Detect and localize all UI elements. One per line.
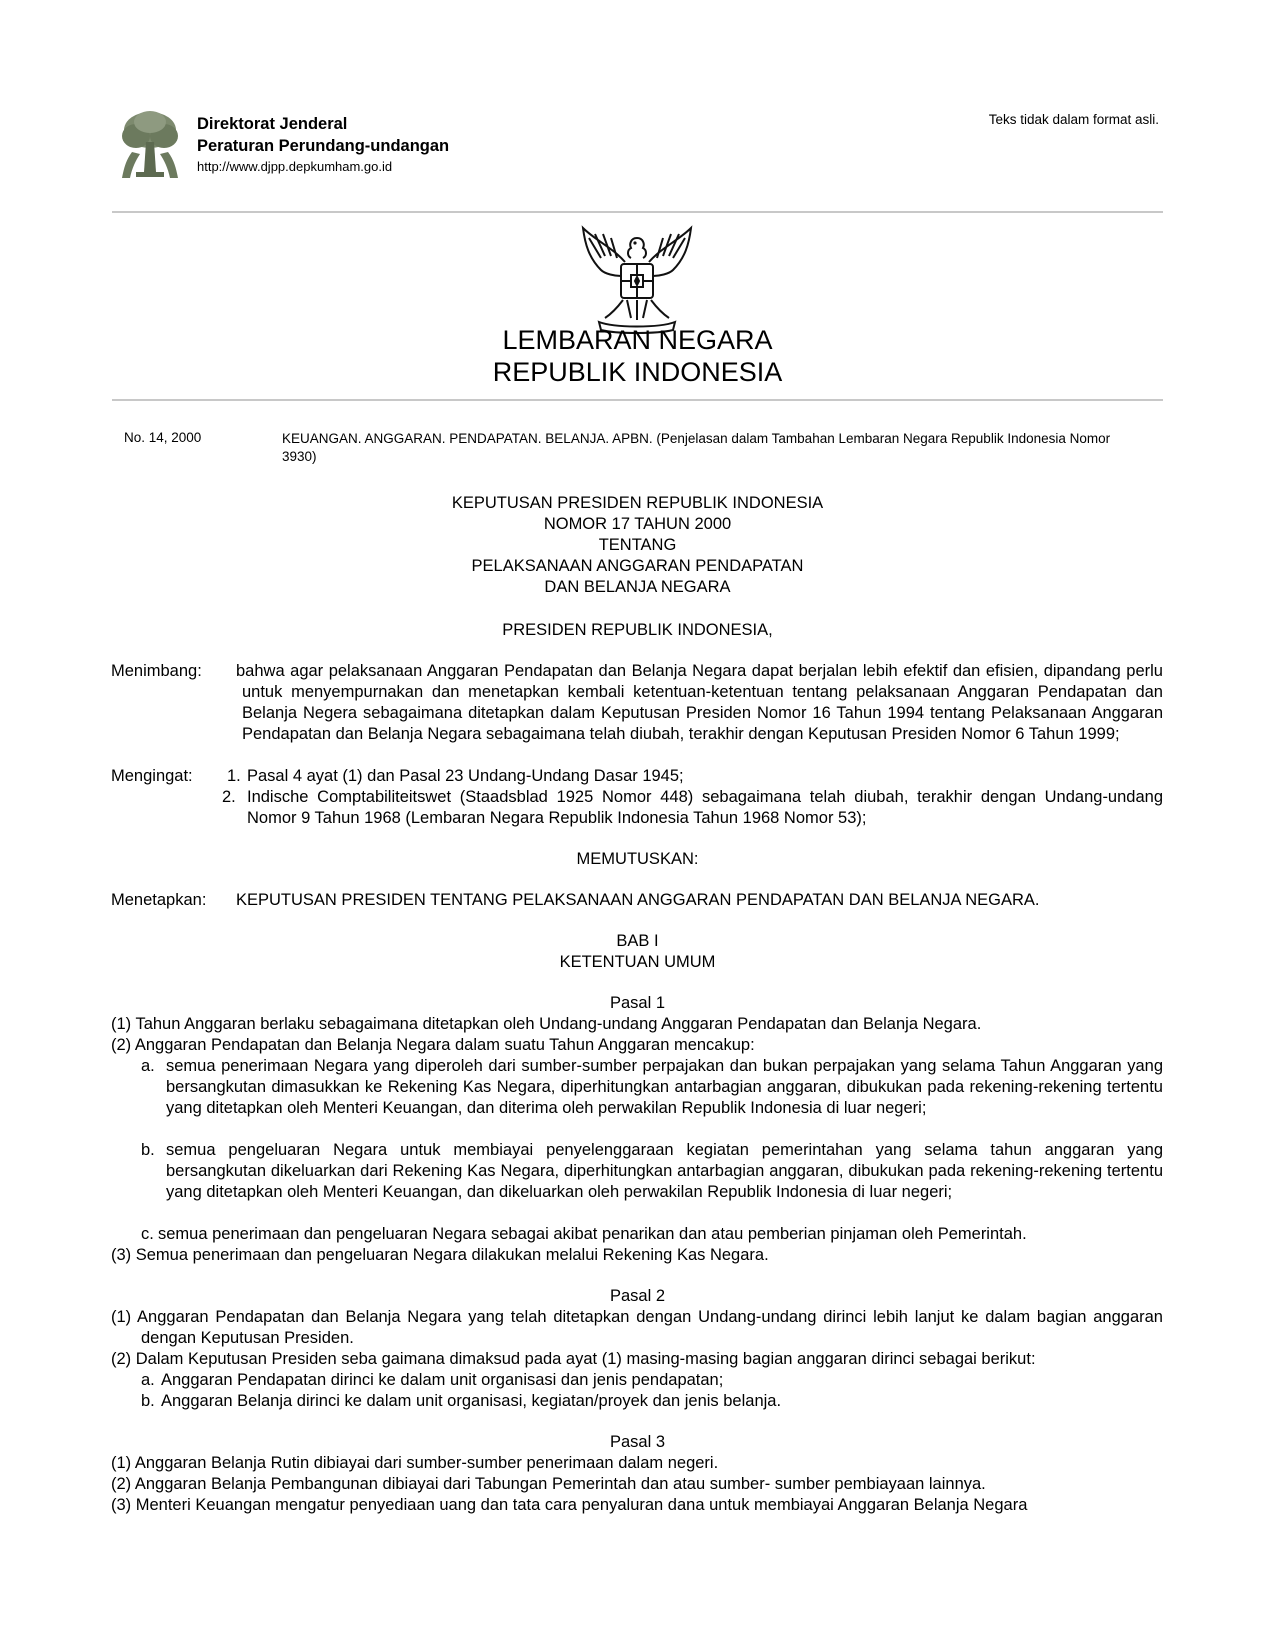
decree-title-line2: NOMOR 17 TAHUN 2000 — [543, 515, 732, 533]
pasal-2-item-b-text: Anggaran Belanja dirinci ke dalam unit organisasi, kegiatan/proyek dan jenis belanja. — [161, 1392, 782, 1410]
header-org-line2: Peraturan Perundang-undangan — [197, 137, 450, 155]
pasal-3-heading: Pasal 3 — [609, 1433, 666, 1451]
pasal-1-item-c-text: semua penerimaan dan pengeluaran Negara sebagai akibat penarikan dan atau pemberian pinjaman oleh Pemerintah. — [158, 1225, 1027, 1243]
menetapkan-text: KEPUTUSAN PRESIDEN TENTANG PELAKSANAAN ANGGARAN PENDAPATAN DAN BELANJA NEGARA. — [236, 891, 1040, 909]
pasal-1-heading: Pasal 1 — [609, 994, 666, 1012]
mengingat-label: Mengingat: — [111, 767, 193, 785]
pasal-2-ayat-2: (2) Dalam Keputusan Presiden seba gaimana dimaksud pada ayat (1) masing-masing bagian anggaran dirinci sebagai berikut: — [111, 1350, 1036, 1368]
pasal-3-ayat-3: (3) Menteri Keuangan mengatur penyediaan uang dan tata cara penyaluran dana untuk membiayai Anggaran Belanja Negara — [111, 1496, 1028, 1514]
decree-title-line1: KEPUTUSAN PRESIDEN REPUBLIK INDONESIA — [451, 494, 824, 512]
decree-title-line4: PELAKSANAAN ANGGARAN PENDAPATAN — [471, 557, 804, 575]
pasal-2-heading: Pasal 2 — [609, 1287, 666, 1305]
menimbang-label: Menimbang: — [111, 662, 202, 680]
pasal-1-item-c-mark: c. — [141, 1225, 154, 1243]
djpp-tree-logo — [116, 108, 184, 180]
pasal-3-ayat-2: (2) Anggaran Belanja Pembangunan dibiayai dari Tabungan Pemerintah dan atau sumber- sumber pembiayaan lainnya. — [111, 1475, 986, 1493]
pasal-1-item-a-mark: a. — [141, 1057, 155, 1075]
gazette-subjects: KEUANGAN. ANGGARAN. PENDAPATAN. BELANJA. APBN. (Penjelasan dalam Tambahan Lembaran Negara Republik Indonesia Nomor 3930) — [282, 431, 1111, 464]
pasal-2-ayat-1: (1) Anggaran Pendapatan dan Belanja Negara yang telah ditetapkan dengan Undang-undang dirinci lebih lanjut ke dalam bagian anggaran dengan Keputusan Presiden. — [111, 1308, 1163, 1347]
menetapkan-label: Menetapkan: — [111, 891, 207, 909]
pasal-2-item-a-mark: a. — [141, 1371, 155, 1389]
memutuskan-heading: MEMUTUSKAN: — [576, 850, 699, 868]
mengingat-item-1-text: Pasal 4 ayat (1) dan Pasal 23 Undang-Undang Dasar 1945; — [247, 767, 684, 785]
header-format-note: Teks tidak dalam format asli. — [988, 112, 1159, 127]
president-heading: PRESIDEN REPUBLIK INDONESIA, — [502, 621, 773, 639]
header-url-link[interactable]: http://www.djpp.depkumham.go.id — [197, 159, 393, 174]
mengingat-item-2-text: Indische Comptabiliteitswet (Staadsblad 1925 Nomor 448) sebagaimana telah diubah, terakhir dengan Undang-undang Nomor 9 Tahun 1968 (Lembaran Negara Republik Indonesia Tahun 1968 Nomor 53); — [247, 788, 1163, 827]
pasal-2-item-a-text: Anggaran Pendapatan dirinci ke dalam unit organisasi dan jenis pendapatan; — [161, 1371, 724, 1389]
masthead-divider — [112, 399, 1163, 401]
pasal-1-ayat-2: (2) Anggaran Pendapatan dan Belanja Negara dalam suatu Tahun Anggaran mencakup: — [111, 1036, 755, 1054]
masthead-line2: REPUBLIK INDONESIA — [492, 357, 783, 387]
menimbang-text: bahwa agar pelaksanaan Anggaran Pendapatan dan Belanja Negara dapat berjalan lebih efektif dan efisien, dipandang perlu untuk menyempurnakan dan menetapkan kembali ketentuan-ketentuan tentang pelaksanaan Anggaran Pendapatan dan Belanja Negera sebagaimana ditetapkan dalam Keputusan Presiden Nomor 16 Tahun 1994 tentang Pelaksanaan Anggaran Pendapatan dan Belanja Negara sebagaimana telah diubah, terakhir dengan Keputusan Presiden Nomor 6 Tahun 1999; — [236, 662, 1163, 743]
mengingat-item-1-num: 1. — [227, 767, 241, 785]
decree-title-line5: DAN BELANJA NEGARA — [544, 578, 731, 596]
garuda-emblem — [575, 218, 699, 336]
pasal-1-ayat-3: (3) Semua penerimaan dan pengeluaran Negara dilakukan melalui Rekening Kas Negara. — [111, 1246, 769, 1264]
header-divider — [112, 211, 1163, 213]
pasal-1-item-a-text: semua penerimaan Negara yang diperoleh dari sumber-sumber perpajakan dan bukan perpajakan yang selama Tahun Anggaran yang bersangkutan dimasukkan ke Rekening Kas Negara, diperhitungkan antarbagian anggaran, dibukukan pada rekening-rekening tertentu yang ditetapkan oleh Menteri Keuangan, dan diterima oleh perwakilan Republik Indonesia di luar negeri; — [166, 1057, 1163, 1117]
bab-number: BAB I — [616, 932, 659, 950]
gazette-number: No. 14, 2000 — [124, 430, 202, 445]
pasal-1-ayat-1: (1) Tahun Anggaran berlaku sebagaimana ditetapkan oleh Undang-undang Anggaran Pendapatan dan Belanja Negara. — [111, 1015, 982, 1033]
header-organization — [197, 113, 449, 157]
decree-title-line3: TENTANG — [598, 536, 677, 554]
pasal-2-item-b-mark: b. — [141, 1392, 155, 1410]
masthead-line1: LEMBARAN NEGARA — [502, 325, 773, 355]
pasal-1-item-b-mark: b. — [141, 1141, 155, 1159]
bab-title: KETENTUAN UMUM — [559, 953, 716, 971]
pasal-1-item-b-text: semua pengeluaran Negara untuk membiayai penyelenggaraan kegiatan pemerintahan yang selama tahun anggaran yang bersangkutan dikeluarkan dari Rekening Kas Negara, diperhitungkan antarbagian anggaran, dibukukan pada rekening-rekening tertentu yang ditetapkan oleh Menteri Keuangan, dan dikeluarkan oleh perwakilan Republik Indonesia di luar negeri; — [166, 1141, 1163, 1201]
header-org-line1: Direktorat Jenderal — [197, 115, 348, 133]
pasal-3-ayat-1: (1) Anggaran Belanja Rutin dibiayai dari sumber-sumber penerimaan dalam negeri. — [111, 1454, 719, 1472]
mengingat-item-2-num: 2. — [222, 788, 236, 806]
